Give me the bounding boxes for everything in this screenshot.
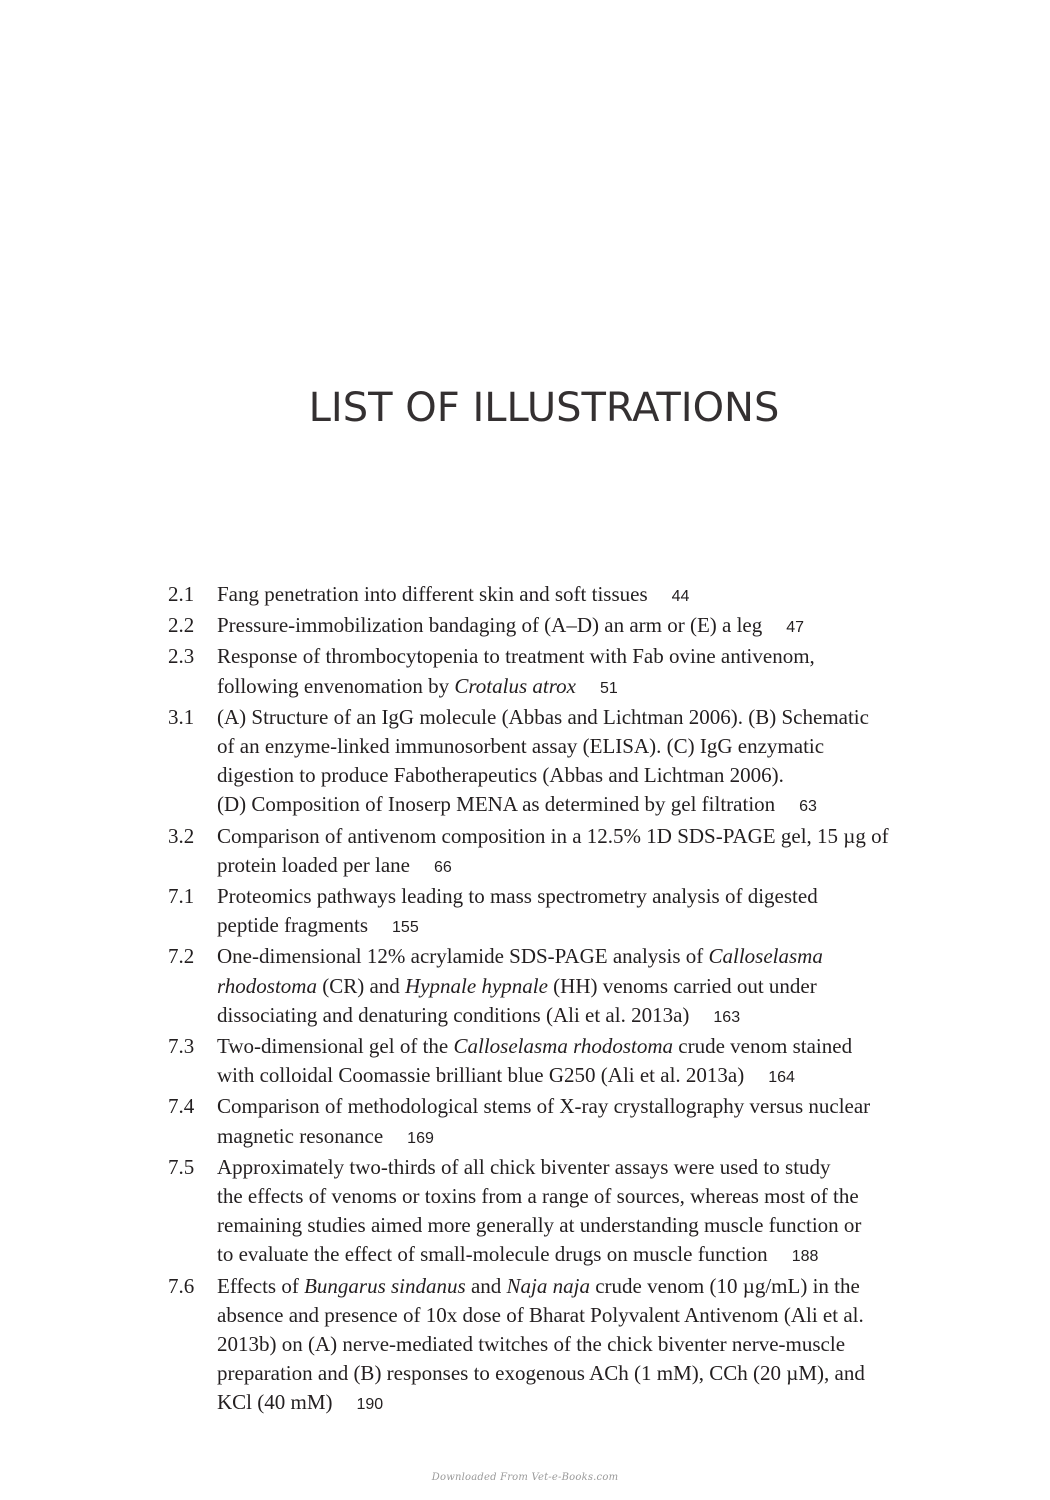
page-number: 66 — [434, 858, 452, 876]
caption-text: (D) Composition of Inoserp MENA as determined by gel filtration — [217, 792, 776, 817]
figure-number: 3.2 — [168, 823, 195, 848]
caption-text: preparation and (B) responses to exogenous ACh (1 mM), CCh (20 µM), and — [217, 1361, 865, 1386]
list-entry — [164, 642, 954, 702]
figure-caption — [217, 703, 954, 822]
figure-caption — [217, 882, 954, 942]
caption-text: (CR) and — [316, 973, 406, 998]
caption-text: the effects of venoms or toxins from a range of sources, whereas most of the — [217, 1184, 859, 1209]
caption-text: Proteomics pathways leading to mass spectrometry analysis of digested — [217, 884, 818, 909]
caption-line — [217, 911, 954, 942]
page-number: 190 — [356, 1396, 384, 1414]
figure-number: 2.3 — [168, 644, 195, 669]
caption-line — [217, 1301, 954, 1330]
caption-text: protein loaded per lane — [217, 852, 410, 877]
figure-number: 7.5 — [168, 1154, 195, 1179]
figure-number: 7.6 — [168, 1273, 195, 1298]
page-number: 47 — [786, 619, 805, 637]
page-number: 169 — [407, 1129, 434, 1147]
italic-species-name: Bungarus sindanus — [304, 1273, 466, 1298]
figure-caption — [217, 942, 954, 1032]
caption-line — [217, 580, 954, 611]
italic-species-name: Naja naja — [506, 1273, 590, 1298]
italic-species-name: Calloselasma — [708, 944, 823, 969]
caption-text: crude venom stained — [673, 1034, 853, 1059]
caption-text: crude venom (10 µg/mL) in the — [589, 1273, 860, 1298]
figure-number: 7.2 — [168, 944, 195, 969]
list-entry — [164, 882, 954, 942]
italic-species-name: Crotalus atrox — [454, 673, 576, 698]
list-entry — [164, 942, 954, 1032]
caption-line — [217, 1001, 954, 1032]
caption-line — [217, 1032, 954, 1061]
caption-line — [217, 790, 954, 821]
figure-caption — [217, 642, 954, 702]
caption-text: and — [465, 1273, 507, 1298]
caption-line — [217, 1211, 954, 1240]
caption-line — [217, 822, 954, 851]
caption-text: Comparison of methodological stems of X-ray crystallography versus nuclear — [217, 1094, 871, 1119]
caption-line — [217, 1061, 954, 1092]
page-number: 164 — [768, 1069, 795, 1087]
figure-caption — [217, 1092, 954, 1152]
caption-line — [217, 882, 954, 911]
list-entry — [164, 580, 954, 611]
caption-line — [217, 703, 954, 732]
page-number: 51 — [599, 679, 618, 697]
figure-caption — [217, 611, 954, 642]
caption-line — [217, 1388, 954, 1419]
caption-text: One-dimensional 12% acrylamide SDS-PAGE analysis of — [217, 944, 709, 969]
caption-text: to evaluate the effect of small-molecule drugs on muscle function — [217, 1242, 768, 1267]
caption-text: magnetic resonance — [217, 1123, 384, 1148]
figure-number: 7.3 — [168, 1034, 195, 1059]
figure-caption — [217, 822, 954, 882]
caption-line — [217, 851, 954, 882]
italic-species-name: Calloselasma rhodostoma — [453, 1034, 674, 1059]
list-entry — [164, 611, 954, 642]
caption-text: following envenomation by — [217, 673, 455, 698]
caption-line — [217, 1359, 954, 1388]
caption-line — [217, 1092, 954, 1121]
page-title: LIST OF ILLUSTRATIONS — [308, 385, 780, 431]
download-watermark: Downloaded From Vet-e-Books.com — [431, 1472, 619, 1483]
figure-caption — [217, 580, 954, 611]
caption-text: Response of thrombocytopenia to treatment with Fab ovine antivenom, — [217, 644, 815, 669]
caption-text: of an enzyme-linked immunosorbent assay (ELISA). (C) IgG enzymatic — [217, 734, 825, 759]
page-number: 188 — [791, 1248, 819, 1266]
caption-text: Comparison of antivenom composition in a 12.5% 1D SDS-PAGE gel, 15 µg of — [217, 823, 889, 848]
list-entry — [164, 822, 954, 882]
caption-text: Approximately two-thirds of all chick biventer assays were used to study — [217, 1154, 831, 1179]
page-number: 163 — [713, 1008, 741, 1026]
figure-caption — [217, 1272, 954, 1420]
italic-species-name: rhodostoma — [217, 973, 317, 998]
caption-text: 2013b) on (A) nerve-mediated twitches of the chick biventer nerve-muscle — [217, 1332, 846, 1357]
caption-line — [217, 1182, 954, 1211]
page-number: 155 — [392, 919, 419, 937]
caption-text: (HH) venoms carried out under — [547, 973, 817, 998]
figure-caption — [217, 1153, 954, 1272]
caption-line — [217, 761, 954, 790]
caption-line — [217, 732, 954, 761]
list-entry — [164, 1032, 954, 1092]
page-number: 63 — [799, 798, 817, 816]
caption-line — [217, 1330, 954, 1359]
caption-text: (A) Structure of an IgG molecule (Abbas and Lichtman 2006). (B) Schematic — [217, 704, 869, 729]
caption-line — [217, 672, 954, 703]
list-entry — [164, 1092, 954, 1152]
caption-text: peptide fragments — [217, 913, 369, 938]
caption-text: Two-dimensional gel of the — [217, 1034, 454, 1059]
caption-line — [217, 1122, 954, 1153]
caption-text: Pressure-immobilization bandaging of (A–D) an arm or (E) a leg — [217, 613, 763, 638]
caption-text: KCl (40 mM) — [217, 1390, 333, 1415]
page-number: 44 — [671, 588, 690, 605]
figure-number: 3.1 — [168, 704, 195, 729]
caption-text: remaining studies aimed more generally at understanding muscle function or — [217, 1213, 862, 1238]
caption-line — [217, 1272, 954, 1301]
figure-caption — [217, 1032, 954, 1092]
figure-number: 7.4 — [168, 1094, 195, 1119]
caption-text: Fang penetration into different skin and soft tissues — [217, 582, 648, 606]
caption-text: dissociating and denaturing conditions (Ali et al. 2013a) — [217, 1002, 690, 1027]
illustration-list — [164, 580, 954, 1420]
caption-text: digestion to produce Fabotherapeutics (Abbas and Lichtman 2006). — [217, 763, 784, 788]
caption-text: absence and presence of 10x dose of Bharat Polyvalent Antivenom (Ali et al. — [217, 1302, 864, 1327]
figure-number: 2.1 — [168, 582, 195, 606]
caption-text: with colloidal Coomassie brilliant blue G250 (Ali et al. 2013a) — [217, 1063, 745, 1088]
list-entry — [164, 1153, 954, 1272]
figure-number: 2.2 — [168, 613, 195, 638]
caption-line — [217, 1240, 954, 1271]
caption-line — [217, 942, 954, 971]
caption-line — [217, 1153, 954, 1182]
caption-line — [217, 611, 954, 642]
italic-species-name: Hypnale hypnale — [405, 973, 548, 998]
list-entry — [164, 703, 954, 822]
caption-line — [217, 972, 954, 1001]
caption-line — [217, 642, 954, 671]
list-entry — [164, 1272, 954, 1420]
caption-text: Effects of — [217, 1273, 305, 1298]
figure-number: 7.1 — [168, 884, 195, 909]
